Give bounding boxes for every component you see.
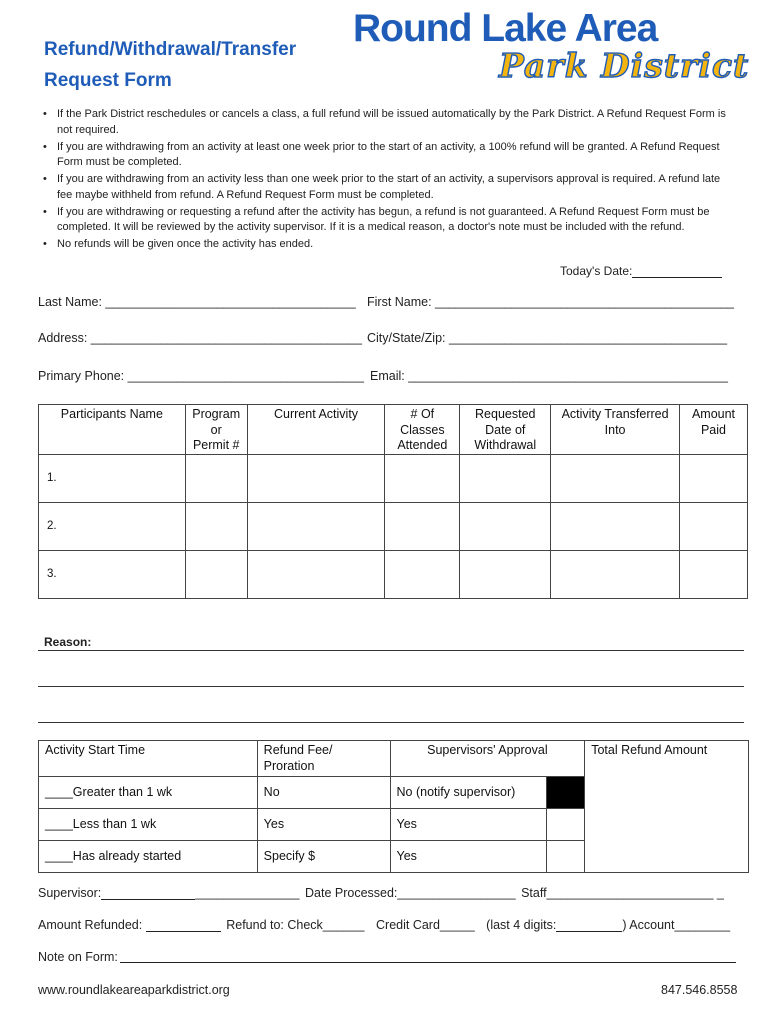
row-number: 3. (39, 550, 186, 598)
table-cell[interactable] (679, 454, 747, 502)
supervisor-label: Supervisor: (38, 886, 102, 900)
approval-cell: Yes (390, 809, 547, 841)
first-name-field[interactable]: First Name: ___________________________________________ (367, 295, 734, 309)
table-cell[interactable] (185, 550, 247, 598)
todays-date-row (560, 264, 722, 278)
row-number: 2. (39, 502, 186, 550)
todays-date-label: Today's Date: (560, 264, 633, 278)
table-cell[interactable] (385, 550, 460, 598)
note-label: Note on Form: (38, 950, 118, 964)
website-link[interactable]: www.roundlakeareaparkdistrict.org (38, 983, 230, 997)
policy-item: • If you are withdrawing or requesting a refund after the activity has begun, a refund is not guaranteed. A Refund Request Form must be completed. It will be reviewed by the activity supervisor. If it is a medical reason, a doctor's note must be included with the refund. (43, 205, 710, 233)
form-title-line1: Refund/Withdrawal/Transfer (44, 39, 297, 60)
form-title (44, 34, 296, 96)
credit-card-option[interactable]: Credit Card_____ (376, 918, 475, 932)
logo-park-district: Park District (499, 46, 750, 85)
col-amount-paid: Amount Paid (679, 405, 747, 455)
city-state-zip-field[interactable]: City/State/Zip: ________________________________________ (367, 331, 728, 345)
approval-table (38, 740, 749, 873)
table-cell[interactable] (551, 502, 680, 550)
bullet-icon: • (43, 238, 47, 250)
bullet-icon: • (43, 205, 47, 218)
table-cell[interactable] (185, 454, 247, 502)
amount-refunded-row (38, 918, 730, 932)
email-field[interactable]: Email: ______________________________________________ (370, 369, 728, 383)
col-activity-start: Activity Start Time (39, 741, 258, 777)
phone-number: 847.546.8558 (661, 983, 738, 997)
staff-field-end: _ (716, 886, 724, 900)
last-name-field[interactable]: Last Name: ____________________________________ (38, 295, 356, 309)
col-supervisor-approval: Supervisors' Approval (390, 741, 585, 777)
table-cell[interactable] (460, 502, 551, 550)
reason-line-3[interactable] (38, 722, 744, 723)
policy-list (37, 107, 737, 254)
table-row (39, 502, 748, 550)
approval-checkbox[interactable] (547, 841, 585, 873)
col-total-refund: Total Refund Amount (585, 741, 749, 873)
table-cell[interactable] (247, 454, 385, 502)
approval-header-row (39, 741, 749, 777)
fee-cell: No (257, 777, 390, 809)
table-cell[interactable] (247, 550, 385, 598)
start-less-option[interactable]: ____Less than 1 wk (39, 809, 258, 841)
col-activity-transferred: Activity Transferred Into (551, 405, 680, 455)
table-cell[interactable] (247, 502, 385, 550)
table-cell[interactable] (679, 550, 747, 598)
todays-date-field[interactable] (632, 264, 722, 278)
bullet-icon: • (43, 140, 47, 153)
table-cell[interactable] (460, 454, 551, 502)
policy-item: • No refunds will be given once the activity has ended. (37, 237, 737, 253)
staff-field[interactable]: Staff________________________ (521, 886, 714, 900)
reason-line-1[interactable] (38, 650, 744, 651)
table-cell[interactable] (385, 454, 460, 502)
col-classes-attended: # Of Classes Attended (385, 405, 460, 455)
table-cell[interactable] (385, 502, 460, 550)
primary-phone-field[interactable]: Primary Phone: __________________________________ (38, 369, 364, 383)
note-row (38, 950, 118, 964)
participants-header-row (39, 405, 748, 455)
table-row (39, 454, 748, 502)
amount-refunded-field[interactable] (146, 918, 221, 932)
supervisor-row (38, 886, 724, 900)
table-cell[interactable] (551, 454, 680, 502)
supervisor-field[interactable] (101, 886, 195, 900)
participants-table (38, 404, 748, 599)
note-field[interactable] (120, 962, 736, 963)
supervisor-line[interactable]: _______________ (195, 886, 300, 900)
bullet-icon: • (43, 173, 47, 185)
table-row (39, 550, 748, 598)
policy-item: • If the Park District reschedules or cancels a class, a full refund will be issued automatically by the Park District. A Refund Request Form is not required. (43, 108, 726, 136)
table-cell[interactable] (185, 502, 247, 550)
table-cell[interactable] (551, 550, 680, 598)
col-participants-name: Participants Name (39, 405, 186, 455)
table-cell[interactable] (679, 502, 747, 550)
col-requested-withdrawal: Requested Date of Withdrawal (460, 405, 551, 455)
amount-refunded-label: Amount Refunded: (38, 918, 143, 932)
row-number: 1. (39, 454, 186, 502)
date-processed-field[interactable]: Date Processed:_________________ (305, 886, 516, 900)
approval-checkbox[interactable] (547, 809, 585, 841)
approval-cell: Yes (390, 841, 547, 873)
last-4-label: (last 4 digits: (486, 918, 557, 932)
refund-check-option[interactable]: Refund to: Check______ (226, 918, 365, 932)
start-greater-option[interactable]: ____Greater than 1 wk (39, 777, 258, 809)
col-refund-fee: Refund Fee/ Proration (257, 741, 390, 777)
reason-line-2[interactable] (38, 686, 744, 687)
col-current-activity: Current Activity (247, 405, 385, 455)
reason-label: Reason: (44, 635, 92, 649)
approval-checkbox-filled[interactable] (547, 777, 585, 809)
form-title-line2: Request Form (44, 70, 172, 91)
account-field[interactable]: ) Account________ (622, 918, 731, 932)
policy-item: • If you are withdrawing from an activity less than one week prior to the start of an activity, a supervisors approval is required. A refund late fee maybe withheld from refund. A Refund Request Form must be completed. (43, 173, 721, 201)
bullet-icon: • (43, 108, 47, 120)
policy-item: • If you are withdrawing from an activity at least one week prior to the start of an activity, a 100% refund will be granted. A Refund Request Form must be completed. (43, 140, 720, 168)
last-4-field[interactable] (556, 918, 622, 932)
fee-cell: Yes (257, 809, 390, 841)
logo-round-lake-area: Round Lake Area (353, 7, 658, 50)
address-field[interactable]: Address: _______________________________________ (38, 331, 362, 345)
start-started-option[interactable]: ____Has already started (39, 841, 258, 873)
col-program-permit: Program or Permit # (185, 405, 247, 455)
fee-cell: Specify $ (257, 841, 390, 873)
approval-cell: No (notify supervisor) (390, 777, 547, 809)
table-cell[interactable] (460, 550, 551, 598)
